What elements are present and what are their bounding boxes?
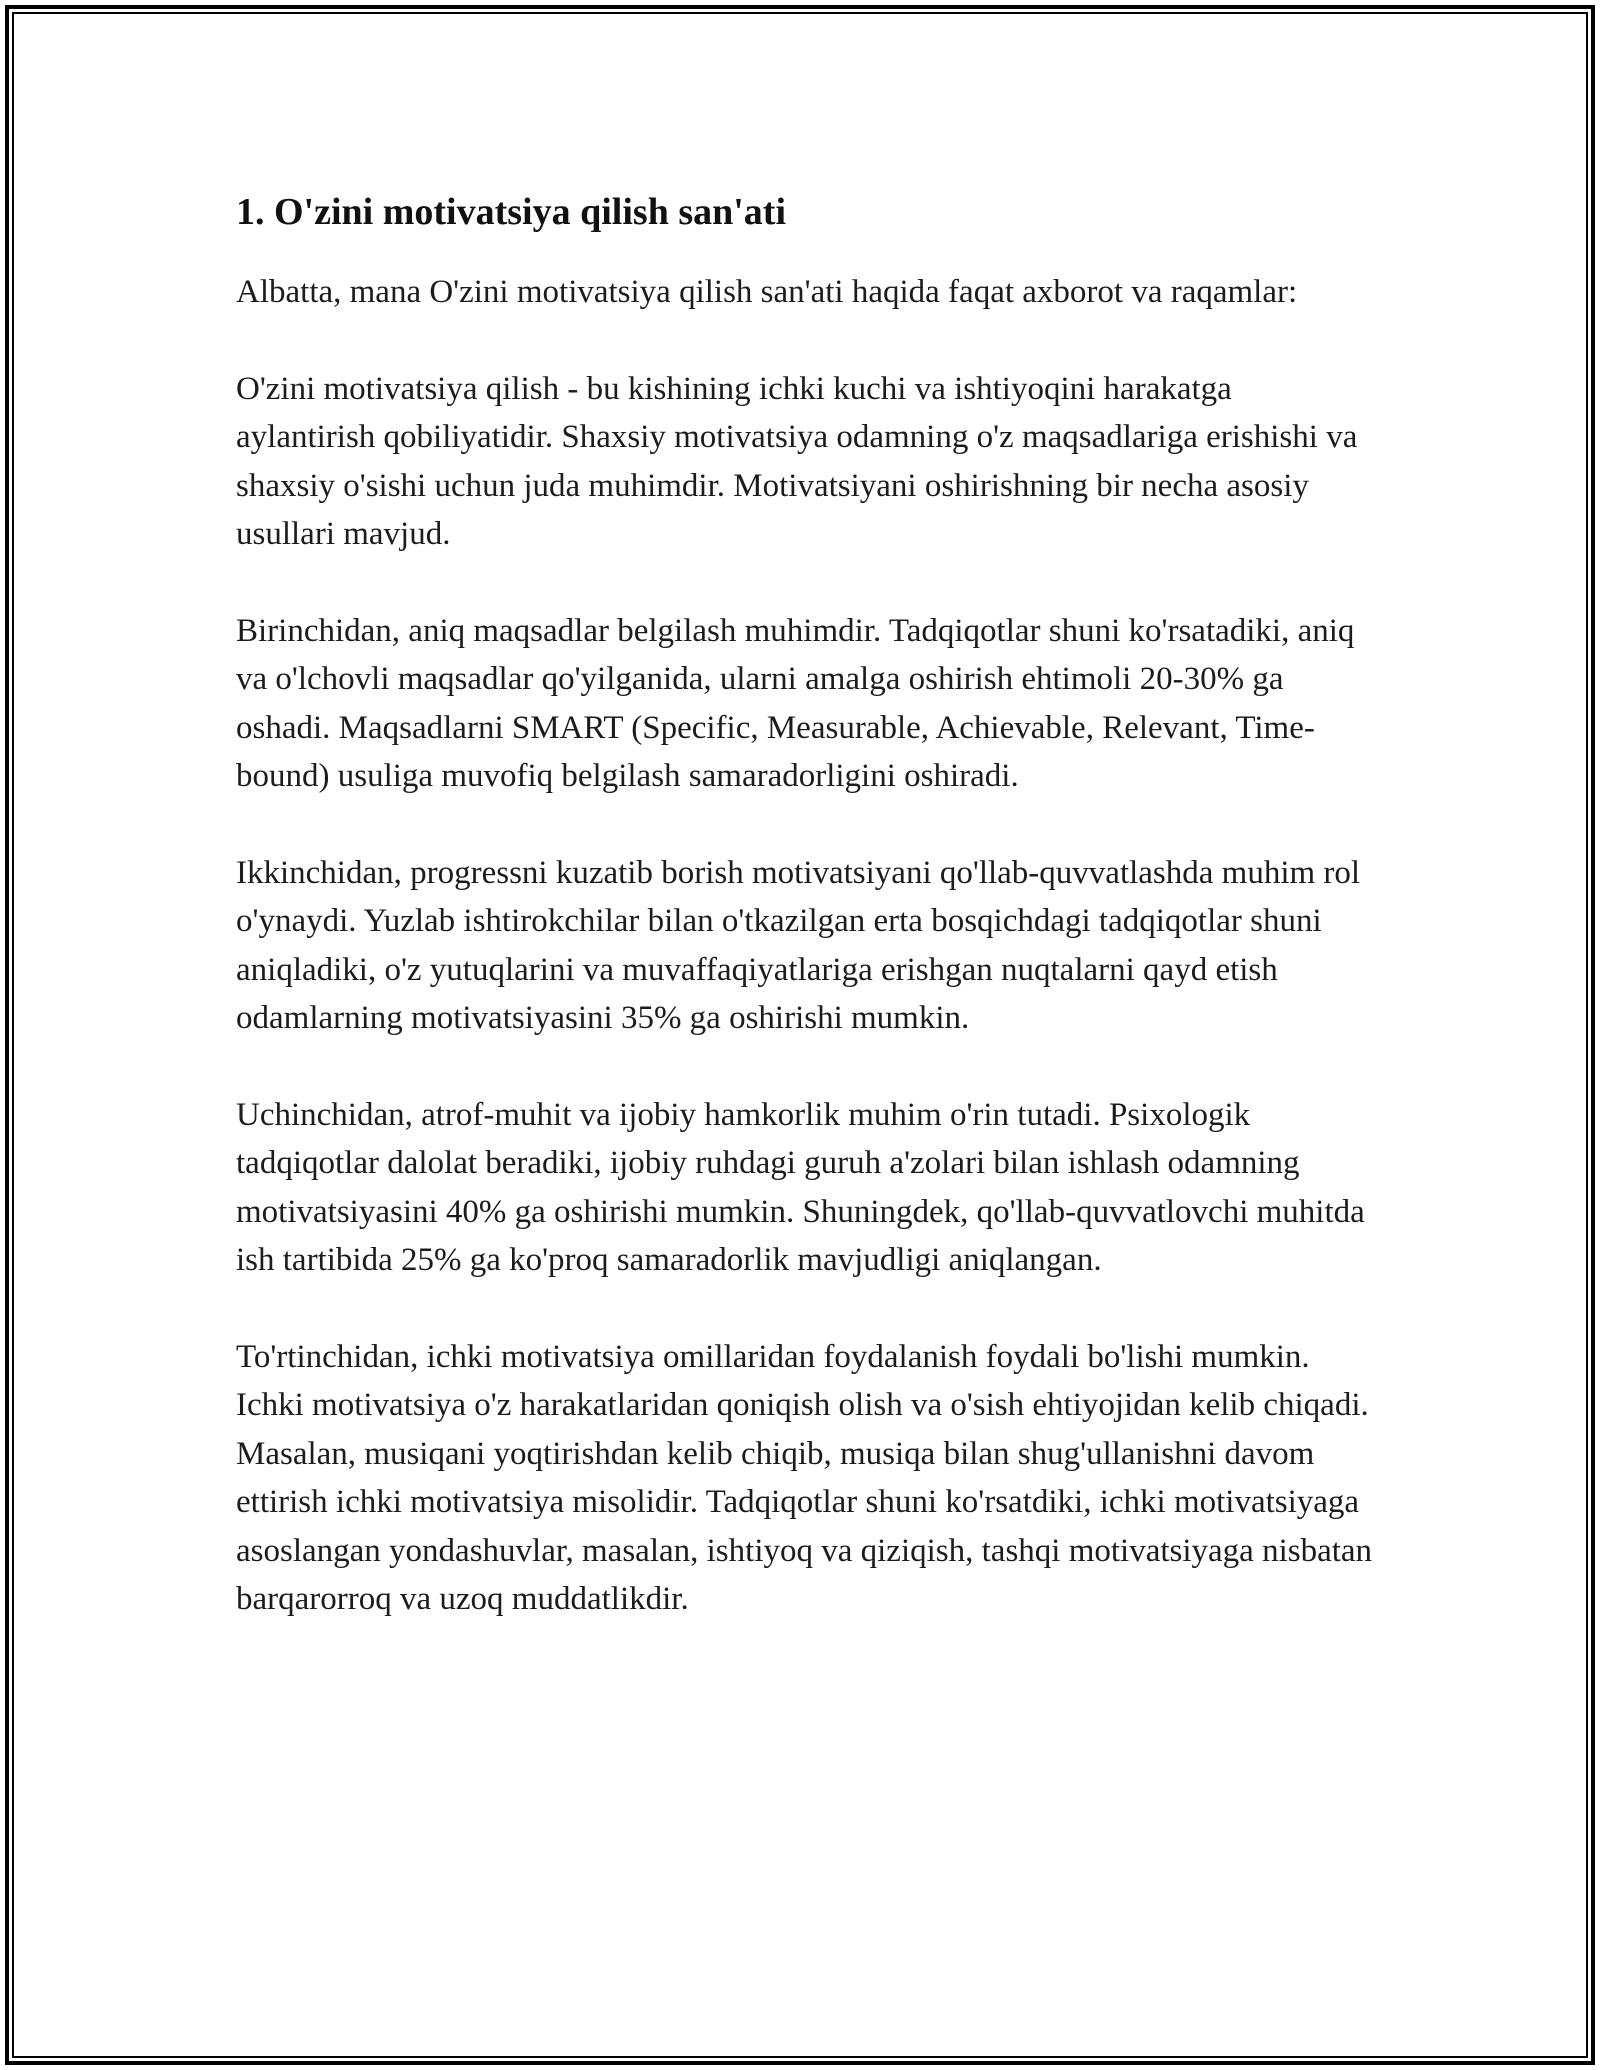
- paragraph-second-point: Ikkinchidan, progressni kuzatib borish motivatsiyani qo'llab-quvvatlashda muhim rol o'ynaydi. Yuzlab ishtirokchilar bilan o'tkazilgan erta bosqichdagi tadqiqotlar shuni aniqladiki, o'z yutuqlarini va muvaffaqiyatlariga erishgan nuqtalarni qayd etish odamlarning motivatsiyasini 35% ga oshirishi mumkin.: [236, 854, 1361, 1036]
- paragraph-first-point: Birinchidan, aniq maqsadlar belgilash muhimdir. Tadqiqotlar shuni ko'rsatadiki, aniq va o'lchovli maqsadlar qo'yilganida, ularni amalga oshirish ehtimoli 20-30% ga oshadi. Maqsadlarni SMART (Specific, Measurable, Achievable, Relevant, Time-bound) usuliga muvofiq belgilash samaradorligini oshiradi.: [236, 612, 1355, 794]
- paragraph-third-point: Uchinchidan, atrof-muhit va ijobiy hamkorlik muhim o'rin tutadi. Psixologik tadqiqotlar dalolat beradiki, ijobiy ruhdagi guruh a'zolari bilan ishlash odamning motivatsiyasini 40% ga oshirishi mumkin. Shuningdek, qo'llab-quvvatlovchi muhitda ish tartibida 25% ga ko'proq samaradorlik mavjudligi aniqlangan.: [236, 1096, 1365, 1278]
- paragraph-fourth-point: To'rtinchidan, ichki motivatsiya omillaridan foydalanish foydali bo'lishi mumkin. Ichki motivatsiya o'z harakatlaridan qoniqish olish va o'sish ehtiyojidan kelib chiqadi. Masalan, musiqani yoqtirishdan kelib chiqib, musiqa bilan shug'ullanishni davom ettirish ichki motivatsiya misolidir. Tadqiqotlar shuni ko'rsatdiki, ichki motivatsiyaga asoslangan yondashuvlar, masalan, ishtiyoq va qiziqish, tashqi motivatsiyaga nisbatan barqarorroq va uzoq muddatlikdir.: [236, 1338, 1373, 1617]
- document-body: [236, 186, 1376, 1672]
- paragraph-intro: Albatta, mana O'zini motivatsiya qilish san'ati haqida faqat axborot va raqamlar:: [236, 274, 1298, 310]
- document-title: 1. O'zini motivatsiya qilish san'ati: [236, 191, 787, 233]
- paragraph-definition: O'zini motivatsiya qilish - bu kishining ichki kuchi va ishtiyoqini harakatga aylantirish qobiliyatidir. Shaxsiy motivatsiya odamning o'z maqsadlariga erishishi va shaxsiy o'sishi uchun juda muhimdir. Motivatsiyani oshirishning bir necha asosiy usullari mavjud.: [236, 370, 1358, 552]
